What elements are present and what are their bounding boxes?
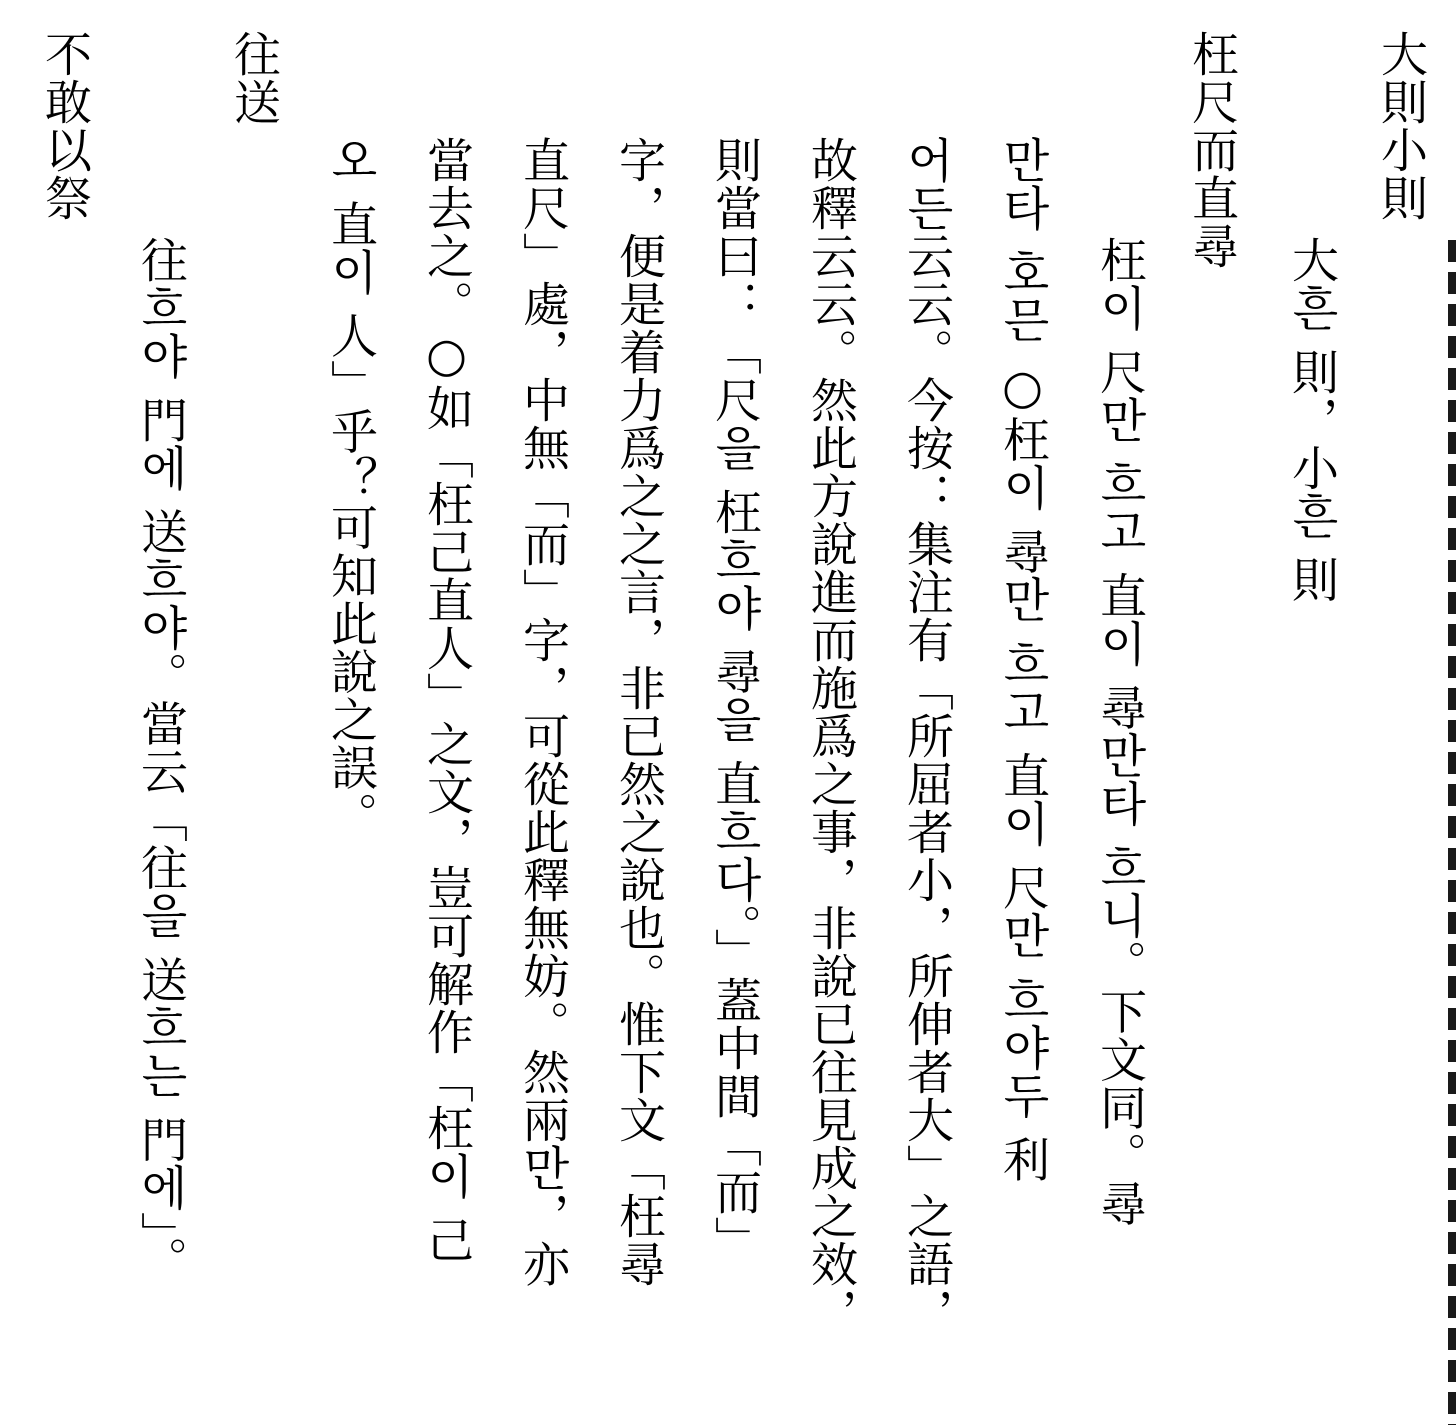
commentary-column: 만타 호믄 ○枉이 尋만 흐고 直이 尺만 흐야두 利 — [995, 136, 1050, 1184]
commentary-column: 當去之。○如「枉己直人」之文，豈可解作「枉이 己 — [419, 136, 474, 1264]
cropped-column-edge — [1448, 240, 1456, 1425]
heading-column: 枉尺而直尋 — [1184, 30, 1239, 270]
commentary-column: 故釋云云。然此方說進而施爲之事，非說已往見成之效， — [803, 136, 858, 1336]
heading-column: 大則小則 — [1373, 30, 1428, 222]
commentary-column: 오 直이 人」乎？可知此說之誤。 — [323, 136, 378, 840]
gloss-column: 大흔 則，小흔 則 — [1284, 236, 1339, 604]
commentary-column: 枉이 尺만 흐고 直이 尋만타 흐니。下文同。尋 — [1092, 236, 1147, 1228]
heading-column: 往送 — [226, 30, 281, 126]
commentary-column: 直尺」處，中無「而」字，可從此釋無妨。然兩만，亦 — [515, 136, 570, 1288]
commentary-column: 往흐야 門에 送흐야。當云「往을 送흐는 門에」。 — [133, 236, 188, 1285]
commentary-column: 어든云云。今按：集注有「所屈者小，所伸者大」之語， — [899, 136, 954, 1336]
commentary-column: 則當曰：「尺을 枉흐야 尋을 直흐다。」蓋中間「而」 — [707, 136, 762, 1265]
heading-column: 不敢以祭 — [37, 30, 92, 222]
commentary-column: 字，便是着力爲之之言，非已然之說也。惟下文「枉尋 — [611, 136, 666, 1288]
